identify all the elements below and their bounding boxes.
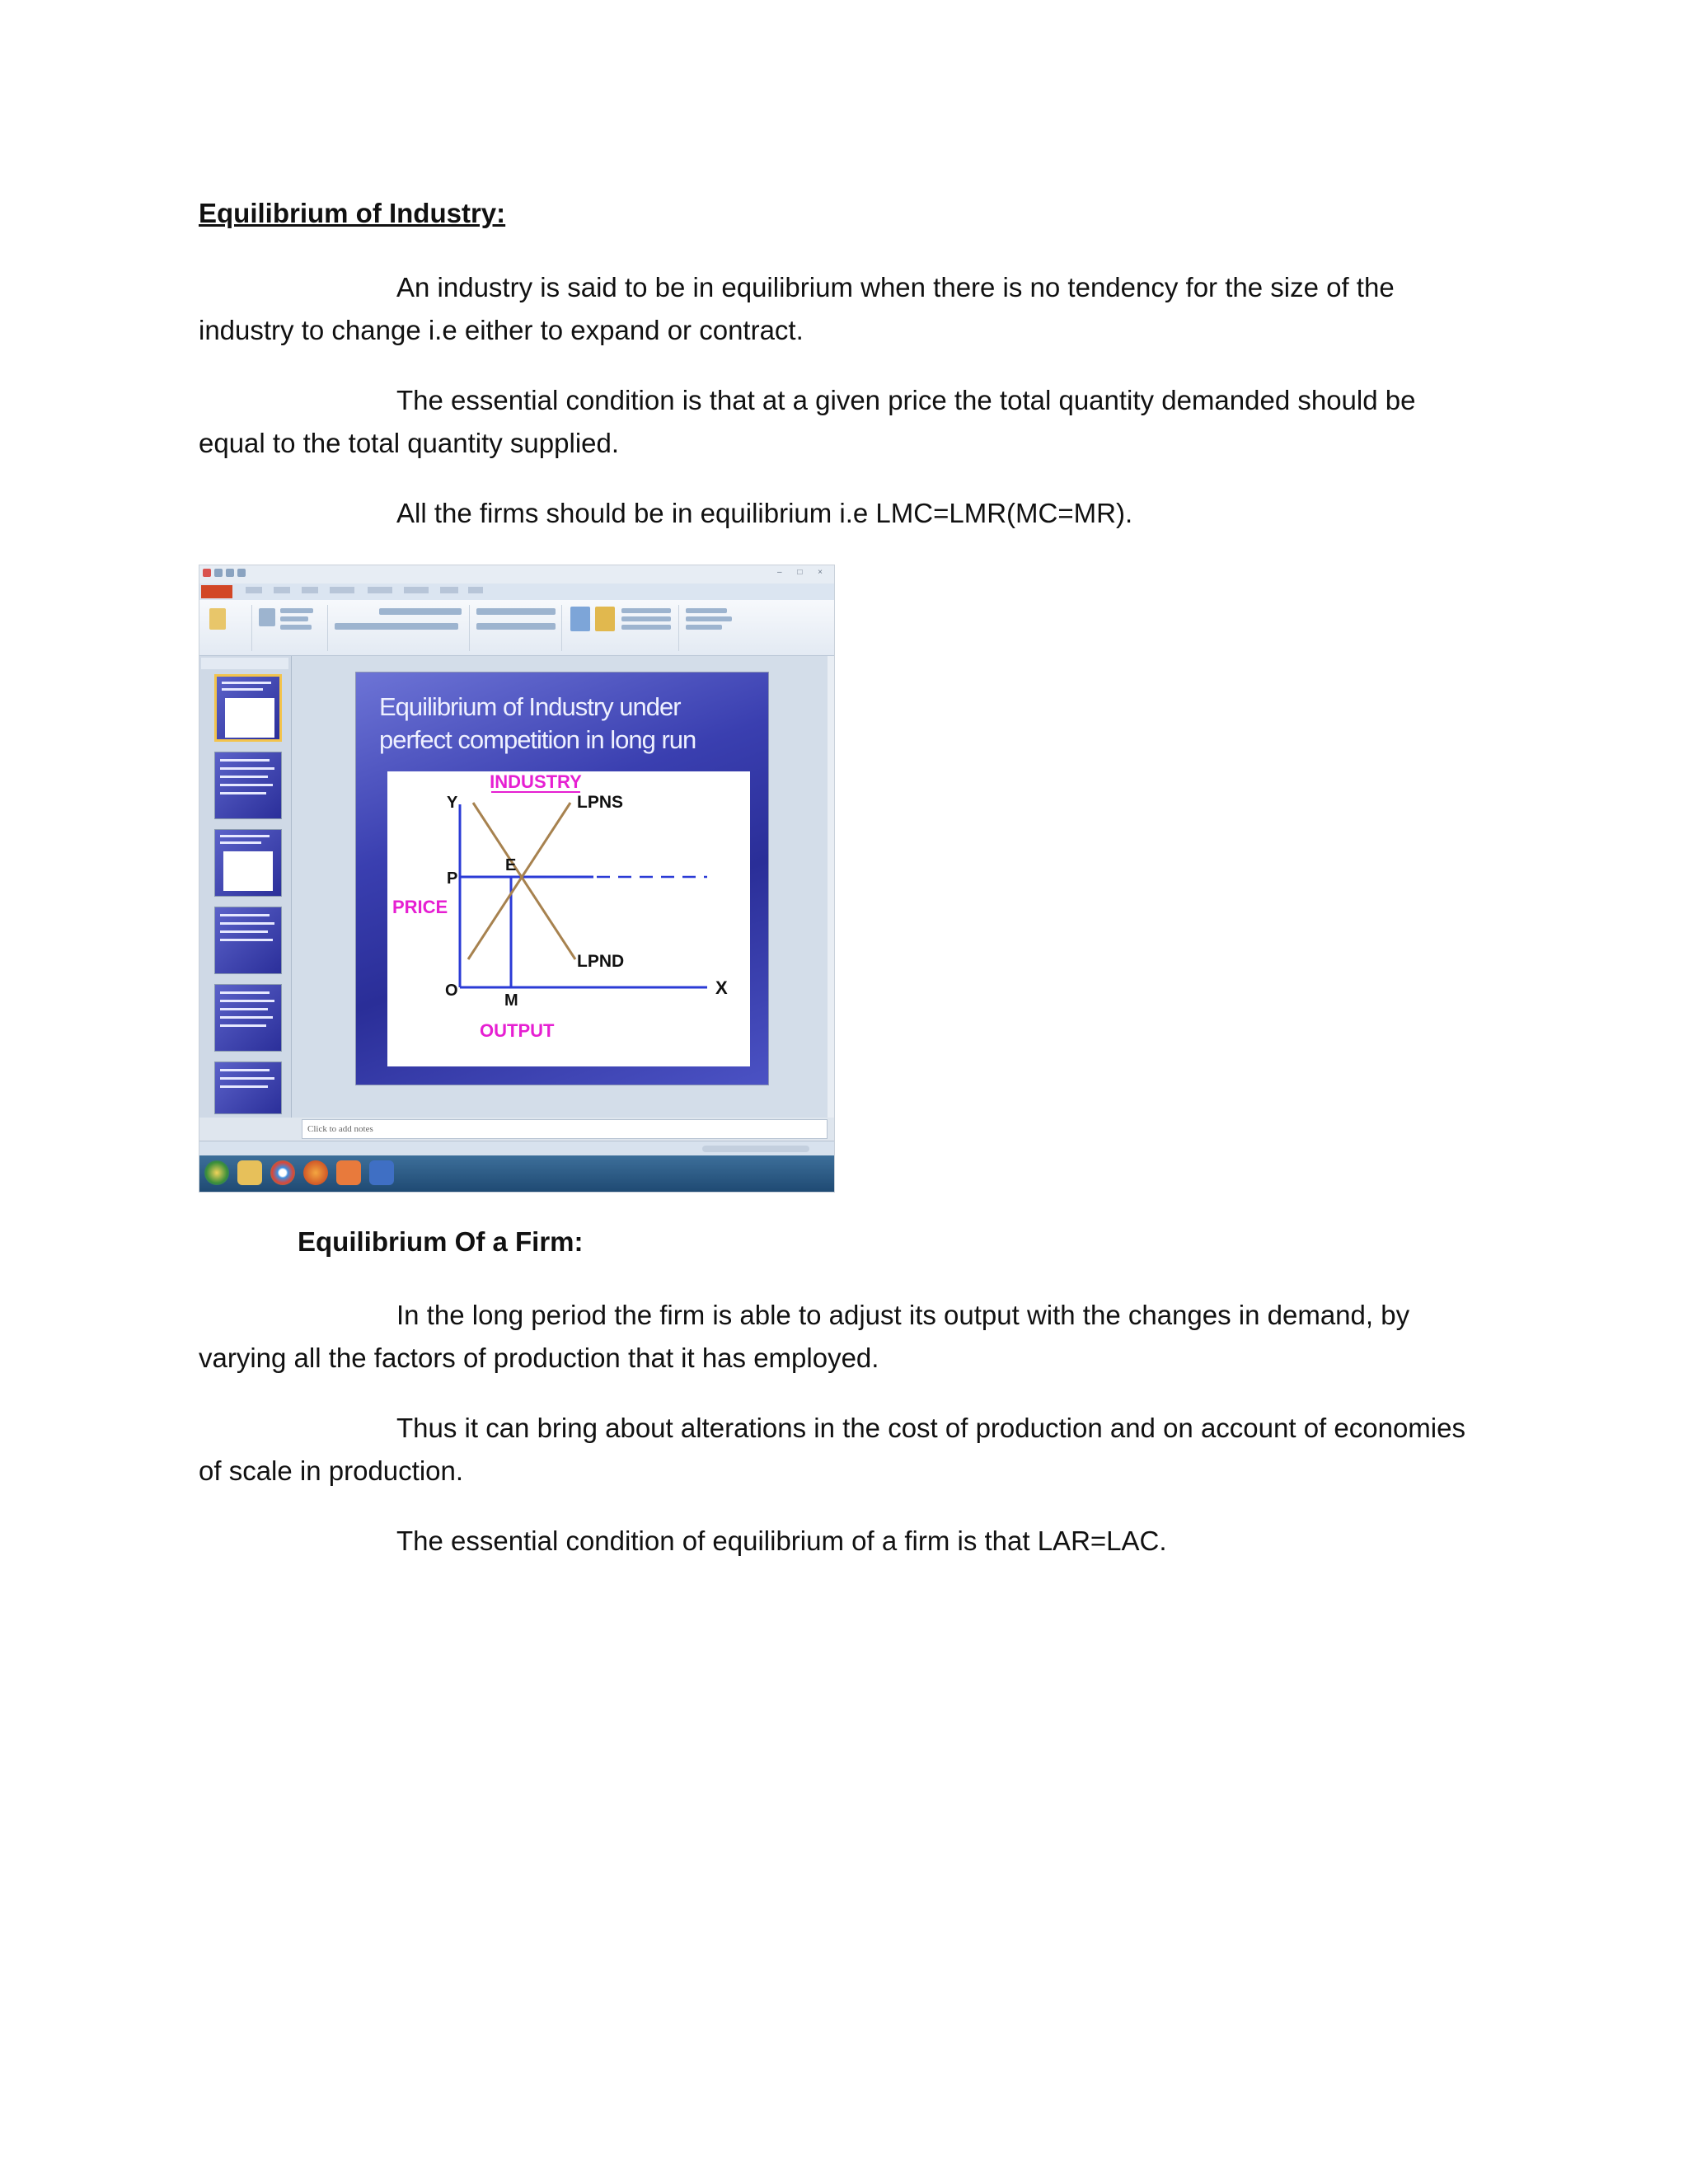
window-titlebar bbox=[199, 565, 834, 583]
drawing-group bbox=[564, 605, 679, 651]
output-point-label: M bbox=[504, 991, 518, 1010]
paragraph bbox=[199, 379, 1468, 465]
origin-label: O bbox=[445, 982, 458, 1000]
quick-access-toolbar bbox=[203, 569, 269, 580]
slide-title: Equilibrium of Industry under perfect competition in long run bbox=[379, 692, 696, 754]
x-axis-label: X bbox=[715, 977, 728, 998]
arrange-icon bbox=[595, 607, 615, 631]
paragraph-text: An industry is said to be in equilibrium when there is no tendency for the size of the industry to change i.e either to expand or contract. bbox=[199, 272, 1395, 345]
paragraph bbox=[199, 1294, 1468, 1380]
paragraph-text: In the long period the firm is able to adjust its output with the changes in demand, by varying all the factors of production that it has employed. bbox=[199, 1300, 1410, 1373]
supply-curve-label: LPNS bbox=[577, 793, 624, 812]
editing-group bbox=[681, 605, 747, 651]
paragraph-text: The essential condition is that at a given price the total quantity demanded should be equal to the total quantity supplied. bbox=[199, 385, 1416, 458]
slide bbox=[356, 673, 768, 1085]
paragraph-text: The essential condition of equilibrium of a firm is that LAR=LAC. bbox=[396, 1526, 1167, 1556]
ribbon-tabs bbox=[199, 583, 834, 600]
chrome-icon bbox=[270, 1160, 295, 1185]
price-axis-title: PRICE bbox=[392, 897, 448, 917]
paste-icon bbox=[209, 608, 226, 630]
price-point-label: P bbox=[447, 869, 458, 888]
slide-thumbnail-selected bbox=[214, 674, 282, 742]
slide-editing-area bbox=[292, 656, 828, 1118]
font-group bbox=[330, 605, 470, 651]
window-controls: – □ × bbox=[777, 568, 829, 577]
windows-taskbar bbox=[199, 1155, 834, 1192]
diagram-box bbox=[387, 771, 750, 1066]
embedded-powerpoint-screenshot bbox=[199, 565, 835, 1193]
slides-group bbox=[254, 605, 328, 651]
section-heading-industry: Equilibrium of Industry: bbox=[199, 198, 506, 228]
slide-thumbnail bbox=[214, 1062, 282, 1114]
start-button-icon bbox=[204, 1160, 229, 1185]
powerpoint-icon bbox=[336, 1160, 361, 1185]
slide-thumbnail bbox=[214, 984, 282, 1052]
slide-thumbnail bbox=[214, 907, 282, 974]
word-icon bbox=[369, 1160, 394, 1185]
output-axis-title: OUTPUT bbox=[480, 1020, 555, 1041]
select-icon bbox=[686, 625, 722, 630]
paragraph-text: All the firms should be in equilibrium i.e LMC=LMR(MC=MR). bbox=[396, 498, 1133, 528]
paragraph-group bbox=[471, 605, 562, 651]
demand-curve bbox=[473, 803, 575, 959]
paragraph-text: Thus it can bring about alterations in the cost of production and on account of economies of scale in production. bbox=[199, 1413, 1465, 1486]
notes-pane: Click to add notes bbox=[302, 1119, 828, 1139]
paragraph bbox=[199, 492, 1468, 535]
replace-icon bbox=[686, 616, 732, 621]
file-tab bbox=[201, 585, 232, 598]
diagram-header: INDUSTRY bbox=[490, 771, 582, 792]
find-icon bbox=[686, 608, 727, 613]
shapes-icon bbox=[570, 607, 590, 631]
pane-tabs bbox=[201, 658, 288, 669]
slide-thumbnail bbox=[214, 752, 282, 819]
y-axis-label: Y bbox=[447, 794, 458, 812]
slide-thumbnail bbox=[214, 829, 282, 897]
status-bar bbox=[199, 1141, 834, 1155]
section-heading-firm: Equilibrium Of a Firm: bbox=[298, 1226, 584, 1257]
paragraph bbox=[199, 1520, 1468, 1563]
slide-thumbnail-pane bbox=[199, 656, 292, 1118]
equilibrium-point-label: E bbox=[505, 856, 517, 874]
ribbon bbox=[199, 600, 834, 656]
paragraph bbox=[199, 266, 1468, 352]
paragraph bbox=[199, 1407, 1468, 1493]
supply-curve bbox=[468, 803, 570, 959]
new-slide-icon bbox=[259, 608, 275, 626]
clipboard-group bbox=[203, 605, 252, 651]
firefox-icon bbox=[303, 1160, 328, 1185]
demand-curve-label: LPND bbox=[577, 952, 625, 971]
vertical-scrollbar bbox=[828, 656, 834, 1118]
industry-equilibrium-diagram bbox=[387, 771, 750, 1066]
folder-icon bbox=[237, 1160, 262, 1185]
zoom-slider bbox=[702, 1146, 809, 1152]
